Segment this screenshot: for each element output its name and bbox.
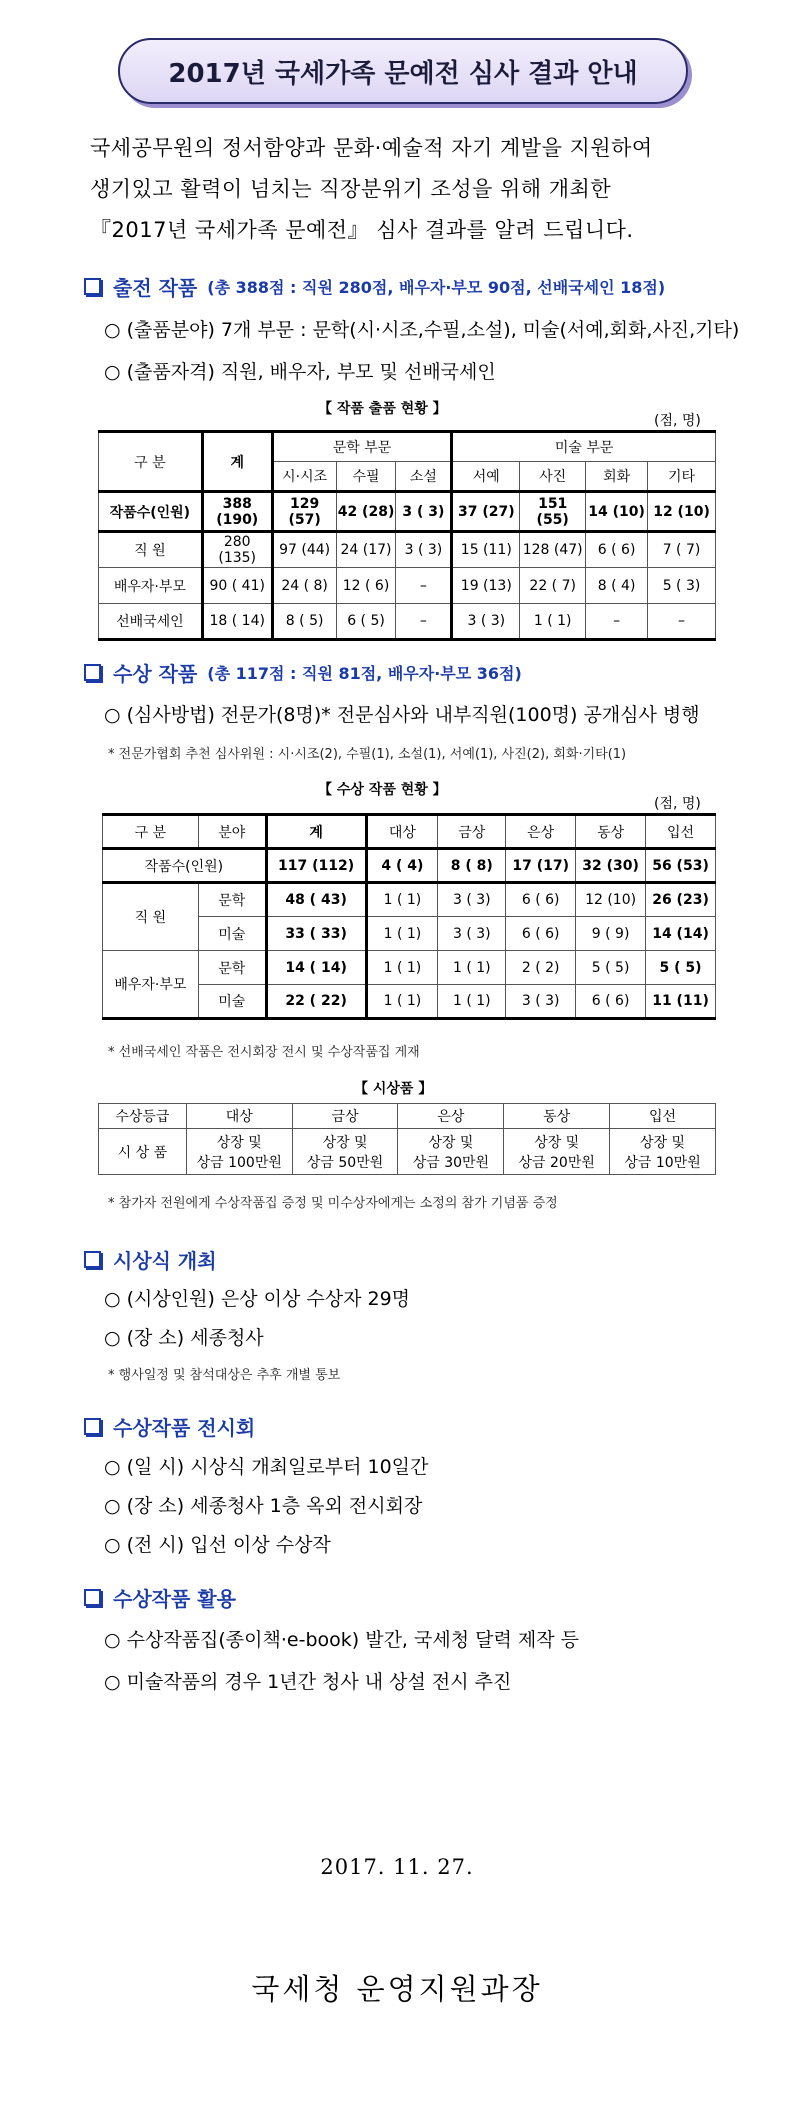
exhibition-date-line: ○ (일 시) 시상식 개최일로부터 10일간 bbox=[104, 1456, 429, 1478]
prize-header-cell: 은상 bbox=[398, 1104, 504, 1129]
section-title: 수상 작품 bbox=[113, 662, 198, 686]
prize-table-title: 【 시상품 】 bbox=[354, 1081, 433, 1097]
row-label: 작품수(인원) bbox=[103, 849, 267, 883]
prize-header-cell: 금상 bbox=[292, 1104, 398, 1129]
row-total: 48 ( 43) bbox=[266, 883, 366, 917]
checkbox-bullet-icon bbox=[84, 278, 101, 295]
table-cell: 6 ( 6) bbox=[576, 985, 646, 1019]
section-heading-entries bbox=[84, 272, 665, 301]
row-total: 388 (190) bbox=[202, 492, 272, 532]
table-row bbox=[103, 883, 716, 917]
section-summary: (총 388점 : 직원 280점, 배우자·부모 90점, 선배국세인 18점) bbox=[207, 278, 666, 297]
table-cell: 37 (27) bbox=[452, 492, 520, 532]
row-label: 선배국세인 bbox=[99, 604, 203, 640]
intro-paragraph bbox=[90, 128, 720, 251]
table-cell: 6 ( 6) bbox=[506, 917, 576, 951]
table-cell: 14 (10) bbox=[586, 492, 648, 532]
exhibition-scope-line: ○ (전 시) 입선 이상 수상작 bbox=[104, 1534, 331, 1556]
table-row bbox=[99, 604, 716, 640]
section-heading-usage bbox=[84, 1583, 236, 1612]
table-cell: 42 (28) bbox=[336, 492, 396, 532]
table-cell: – bbox=[396, 568, 452, 604]
row-total: 117 (112) bbox=[266, 849, 366, 883]
table-cell: 12 ( 6) bbox=[336, 568, 396, 604]
ceremony-place-line: ○ (장 소) 세종청사 bbox=[104, 1327, 264, 1349]
table-cell: 2 ( 2) bbox=[506, 951, 576, 985]
header-sub: 수필 bbox=[336, 462, 396, 492]
row-total: 18 ( 14) bbox=[202, 604, 272, 640]
table-cell: 8 ( 4) bbox=[586, 568, 648, 604]
table-cell: 17 (17) bbox=[506, 849, 576, 883]
section-title: 출전 작품 bbox=[113, 276, 198, 300]
row-label: 작품수(인원) bbox=[99, 492, 203, 532]
prize-cell bbox=[292, 1129, 398, 1175]
section-heading-awards bbox=[84, 658, 522, 687]
awards-table-unit: (점, 명) bbox=[654, 796, 701, 812]
prize-line: 상금 30만원 bbox=[412, 1154, 490, 1171]
field-label: 문학 bbox=[198, 951, 266, 985]
entries-table bbox=[98, 430, 716, 641]
table-cell: 6 ( 6) bbox=[506, 883, 576, 917]
table-row bbox=[99, 568, 716, 604]
prize-line: 상장 및 bbox=[322, 1134, 368, 1151]
prize-header-cell: 수상등급 bbox=[99, 1104, 187, 1129]
header-prize: 은상 bbox=[506, 815, 576, 849]
row-total: 14 ( 14) bbox=[266, 951, 366, 985]
header-literature: 문학 부문 bbox=[272, 432, 452, 462]
section-title: 수상작품 활용 bbox=[113, 1587, 236, 1611]
table-cell: 19 (13) bbox=[452, 568, 520, 604]
table-cell: – bbox=[586, 604, 648, 640]
table-cell: 1 ( 1) bbox=[366, 883, 438, 917]
table-cell: 1 ( 1) bbox=[438, 951, 506, 985]
prize-line: 상장 및 bbox=[640, 1134, 686, 1151]
group-label: 직 원 bbox=[103, 883, 199, 951]
table-cell: 32 (30) bbox=[576, 849, 646, 883]
header-prize: 입선 bbox=[646, 815, 716, 849]
header-field: 분야 bbox=[198, 815, 266, 849]
header-sub: 회화 bbox=[586, 462, 648, 492]
table-cell: 9 ( 9) bbox=[576, 917, 646, 951]
prize-table bbox=[98, 1103, 716, 1175]
table-cell: 56 (53) bbox=[646, 849, 716, 883]
page-title: 2017년 국세가족 문예전 심사 결과 안내 bbox=[118, 38, 688, 104]
prize-line: 상금 50만원 bbox=[306, 1154, 384, 1171]
prize-header-cell: 동상 bbox=[504, 1104, 610, 1129]
table-cell: 7 ( 7) bbox=[648, 532, 716, 568]
usage-book-line: ○ 수상작품집(종이책·e-book) 발간, 국세청 달력 제작 등 bbox=[104, 1629, 579, 1651]
section-heading-exhibition bbox=[84, 1412, 255, 1441]
header-category: 구 분 bbox=[103, 815, 199, 849]
prize-cell bbox=[610, 1129, 716, 1175]
exhibition-place-line: ○ (장 소) 세종청사 1층 옥외 전시회장 bbox=[104, 1495, 423, 1517]
checkbox-bullet-icon bbox=[84, 1251, 101, 1268]
table-cell: 24 (17) bbox=[336, 532, 396, 568]
table-row bbox=[99, 532, 716, 568]
group-label: 배우자·부모 bbox=[103, 951, 199, 1019]
table-cell: 5 ( 3) bbox=[648, 568, 716, 604]
header-art: 미술 부문 bbox=[452, 432, 716, 462]
field-label: 미술 bbox=[198, 985, 266, 1019]
judges-note: * 전문가협회 추천 심사위원 : 시·시조(2), 수필(1), 소설(1), 서예(1), 사진(2), 회화·기타(1) bbox=[108, 747, 627, 762]
row-label: 배우자·부모 bbox=[99, 568, 203, 604]
section-summary: (총 117점 : 직원 81점, 배우자·부모 36점) bbox=[207, 664, 522, 683]
table-cell: 151 (55) bbox=[520, 492, 586, 532]
entries-table-title: 【 작품 출품 현황 】 bbox=[318, 401, 447, 417]
table-cell: 128 (47) bbox=[520, 532, 586, 568]
table-cell: 3 ( 3) bbox=[438, 917, 506, 951]
row-total: 280 (135) bbox=[202, 532, 272, 568]
checkbox-bullet-icon bbox=[84, 664, 101, 681]
ceremony-note: * 행사일정 및 참석대상은 추후 개별 통보 bbox=[108, 1368, 341, 1383]
prize-cell bbox=[398, 1129, 504, 1175]
table-cell: 14 (14) bbox=[646, 917, 716, 951]
row-total: 22 ( 22) bbox=[266, 985, 366, 1019]
prize-line: 상금 100만원 bbox=[196, 1154, 282, 1171]
field-label: 미술 bbox=[198, 917, 266, 951]
table-cell: 1 ( 1) bbox=[520, 604, 586, 640]
table-cell: 97 (44) bbox=[272, 532, 336, 568]
table-cell: 4 ( 4) bbox=[366, 849, 438, 883]
table-cell: 26 (23) bbox=[646, 883, 716, 917]
prize-line: 상장 및 bbox=[428, 1134, 474, 1151]
table-cell: 15 (11) bbox=[452, 532, 520, 568]
header-prize: 동상 bbox=[576, 815, 646, 849]
prize-line: 상금 10만원 bbox=[624, 1154, 701, 1171]
table-cell: 3 ( 3) bbox=[452, 604, 520, 640]
table-cell: 6 ( 6) bbox=[586, 532, 648, 568]
entry-field-line: ○ (출품분야) 7개 부문 : 문학(시·시조,수필,소설), 미술(서예,회화,사진,기타) bbox=[104, 319, 740, 341]
table-cell: 5 ( 5) bbox=[646, 951, 716, 985]
intro-line: 국세공무원의 정서함양과 문화·예술적 자기 계발을 지원하여 bbox=[90, 136, 653, 160]
header-total: 계 bbox=[202, 432, 272, 492]
table-cell: – bbox=[648, 604, 716, 640]
header-sub: 기타 bbox=[648, 462, 716, 492]
table-row bbox=[103, 951, 716, 985]
table-cell: 129 (57) bbox=[272, 492, 336, 532]
header-total: 계 bbox=[266, 815, 366, 849]
prize-cell bbox=[504, 1129, 610, 1175]
table-cell: 22 ( 7) bbox=[520, 568, 586, 604]
table-cell: 5 ( 5) bbox=[576, 951, 646, 985]
intro-line: 『2017년 국세가족 문예전』 심사 결과를 알려 드립니다. bbox=[90, 218, 634, 242]
table-cell: 11 (11) bbox=[646, 985, 716, 1019]
table-row bbox=[103, 849, 716, 883]
prize-header-cell: 대상 bbox=[186, 1104, 292, 1129]
signature: 국세청 운영지원과장 bbox=[251, 1972, 543, 2006]
header-prize: 대상 bbox=[366, 815, 438, 849]
table-cell: 1 ( 1) bbox=[366, 917, 438, 951]
table-cell: 3 ( 3) bbox=[438, 883, 506, 917]
table-cell: 12 (10) bbox=[648, 492, 716, 532]
table-cell: 3 ( 3) bbox=[396, 492, 452, 532]
row-label: 직 원 bbox=[99, 532, 203, 568]
section-title: 수상작품 전시회 bbox=[113, 1416, 256, 1440]
section-heading-ceremony bbox=[84, 1245, 217, 1274]
row-total: 90 ( 41) bbox=[202, 568, 272, 604]
header-sub: 시·시조 bbox=[272, 462, 336, 492]
row-total: 33 ( 33) bbox=[266, 917, 366, 951]
participant-gift-note: * 참가자 전원에게 수상작품집 증정 및 미수상자에게는 소정의 참가 기념품 증정 bbox=[108, 1196, 558, 1211]
intro-line: 생기있고 활력이 넘치는 직장분위기 조성을 위해 개최한 bbox=[90, 177, 612, 201]
header-category: 구 분 bbox=[99, 432, 203, 492]
prize-row-label: 시 상 품 bbox=[99, 1129, 187, 1175]
checkbox-bullet-icon bbox=[84, 1418, 101, 1435]
table-row bbox=[99, 492, 716, 532]
table-cell: 1 ( 1) bbox=[366, 951, 438, 985]
document-date: 2017. 11. 27. bbox=[320, 1855, 474, 1879]
table-cell: 1 ( 1) bbox=[438, 985, 506, 1019]
awards-table bbox=[102, 813, 716, 1020]
section-title: 시상식 개최 bbox=[113, 1249, 217, 1273]
ceremony-attendees-line: ○ (시상인원) 은상 이상 수상자 29명 bbox=[104, 1288, 411, 1310]
prize-header-cell: 입선 bbox=[610, 1104, 716, 1129]
table-cell: – bbox=[396, 604, 452, 640]
table-cell: 8 ( 5) bbox=[272, 604, 336, 640]
table-cell: 3 ( 3) bbox=[506, 985, 576, 1019]
alumni-note: * 선배국세인 작품은 전시회장 전시 및 수상작품집 게재 bbox=[108, 1045, 420, 1060]
table-cell: 6 ( 5) bbox=[336, 604, 396, 640]
table-cell: 3 ( 3) bbox=[396, 532, 452, 568]
table-cell: 1 ( 1) bbox=[366, 985, 438, 1019]
prize-line: 상장 및 bbox=[534, 1134, 580, 1151]
entry-eligibility-line: ○ (출품자격) 직원, 배우자, 부모 및 선배국세인 bbox=[104, 361, 496, 383]
judging-method-line: ○ (심사방법) 전문가(8명)* 전문심사와 내부직원(100명) 공개심사 병행 bbox=[104, 704, 700, 726]
prize-cell bbox=[186, 1129, 292, 1175]
usage-display-line: ○ 미술작품의 경우 1년간 청사 내 상설 전시 추진 bbox=[104, 1671, 512, 1693]
table-cell: 24 ( 8) bbox=[272, 568, 336, 604]
header-sub: 서예 bbox=[452, 462, 520, 492]
table-cell: 12 (10) bbox=[576, 883, 646, 917]
prize-line: 상장 및 bbox=[216, 1134, 262, 1151]
checkbox-bullet-icon bbox=[84, 1589, 101, 1606]
header-sub: 사진 bbox=[520, 462, 586, 492]
header-prize: 금상 bbox=[438, 815, 506, 849]
prize-line: 상금 20만원 bbox=[518, 1154, 595, 1171]
awards-table-title: 【 수상 작품 현황 】 bbox=[318, 782, 447, 798]
header-sub: 소설 bbox=[396, 462, 452, 492]
entries-table-unit: (점, 명) bbox=[654, 413, 701, 429]
table-cell: 8 ( 8) bbox=[438, 849, 506, 883]
field-label: 문학 bbox=[198, 883, 266, 917]
